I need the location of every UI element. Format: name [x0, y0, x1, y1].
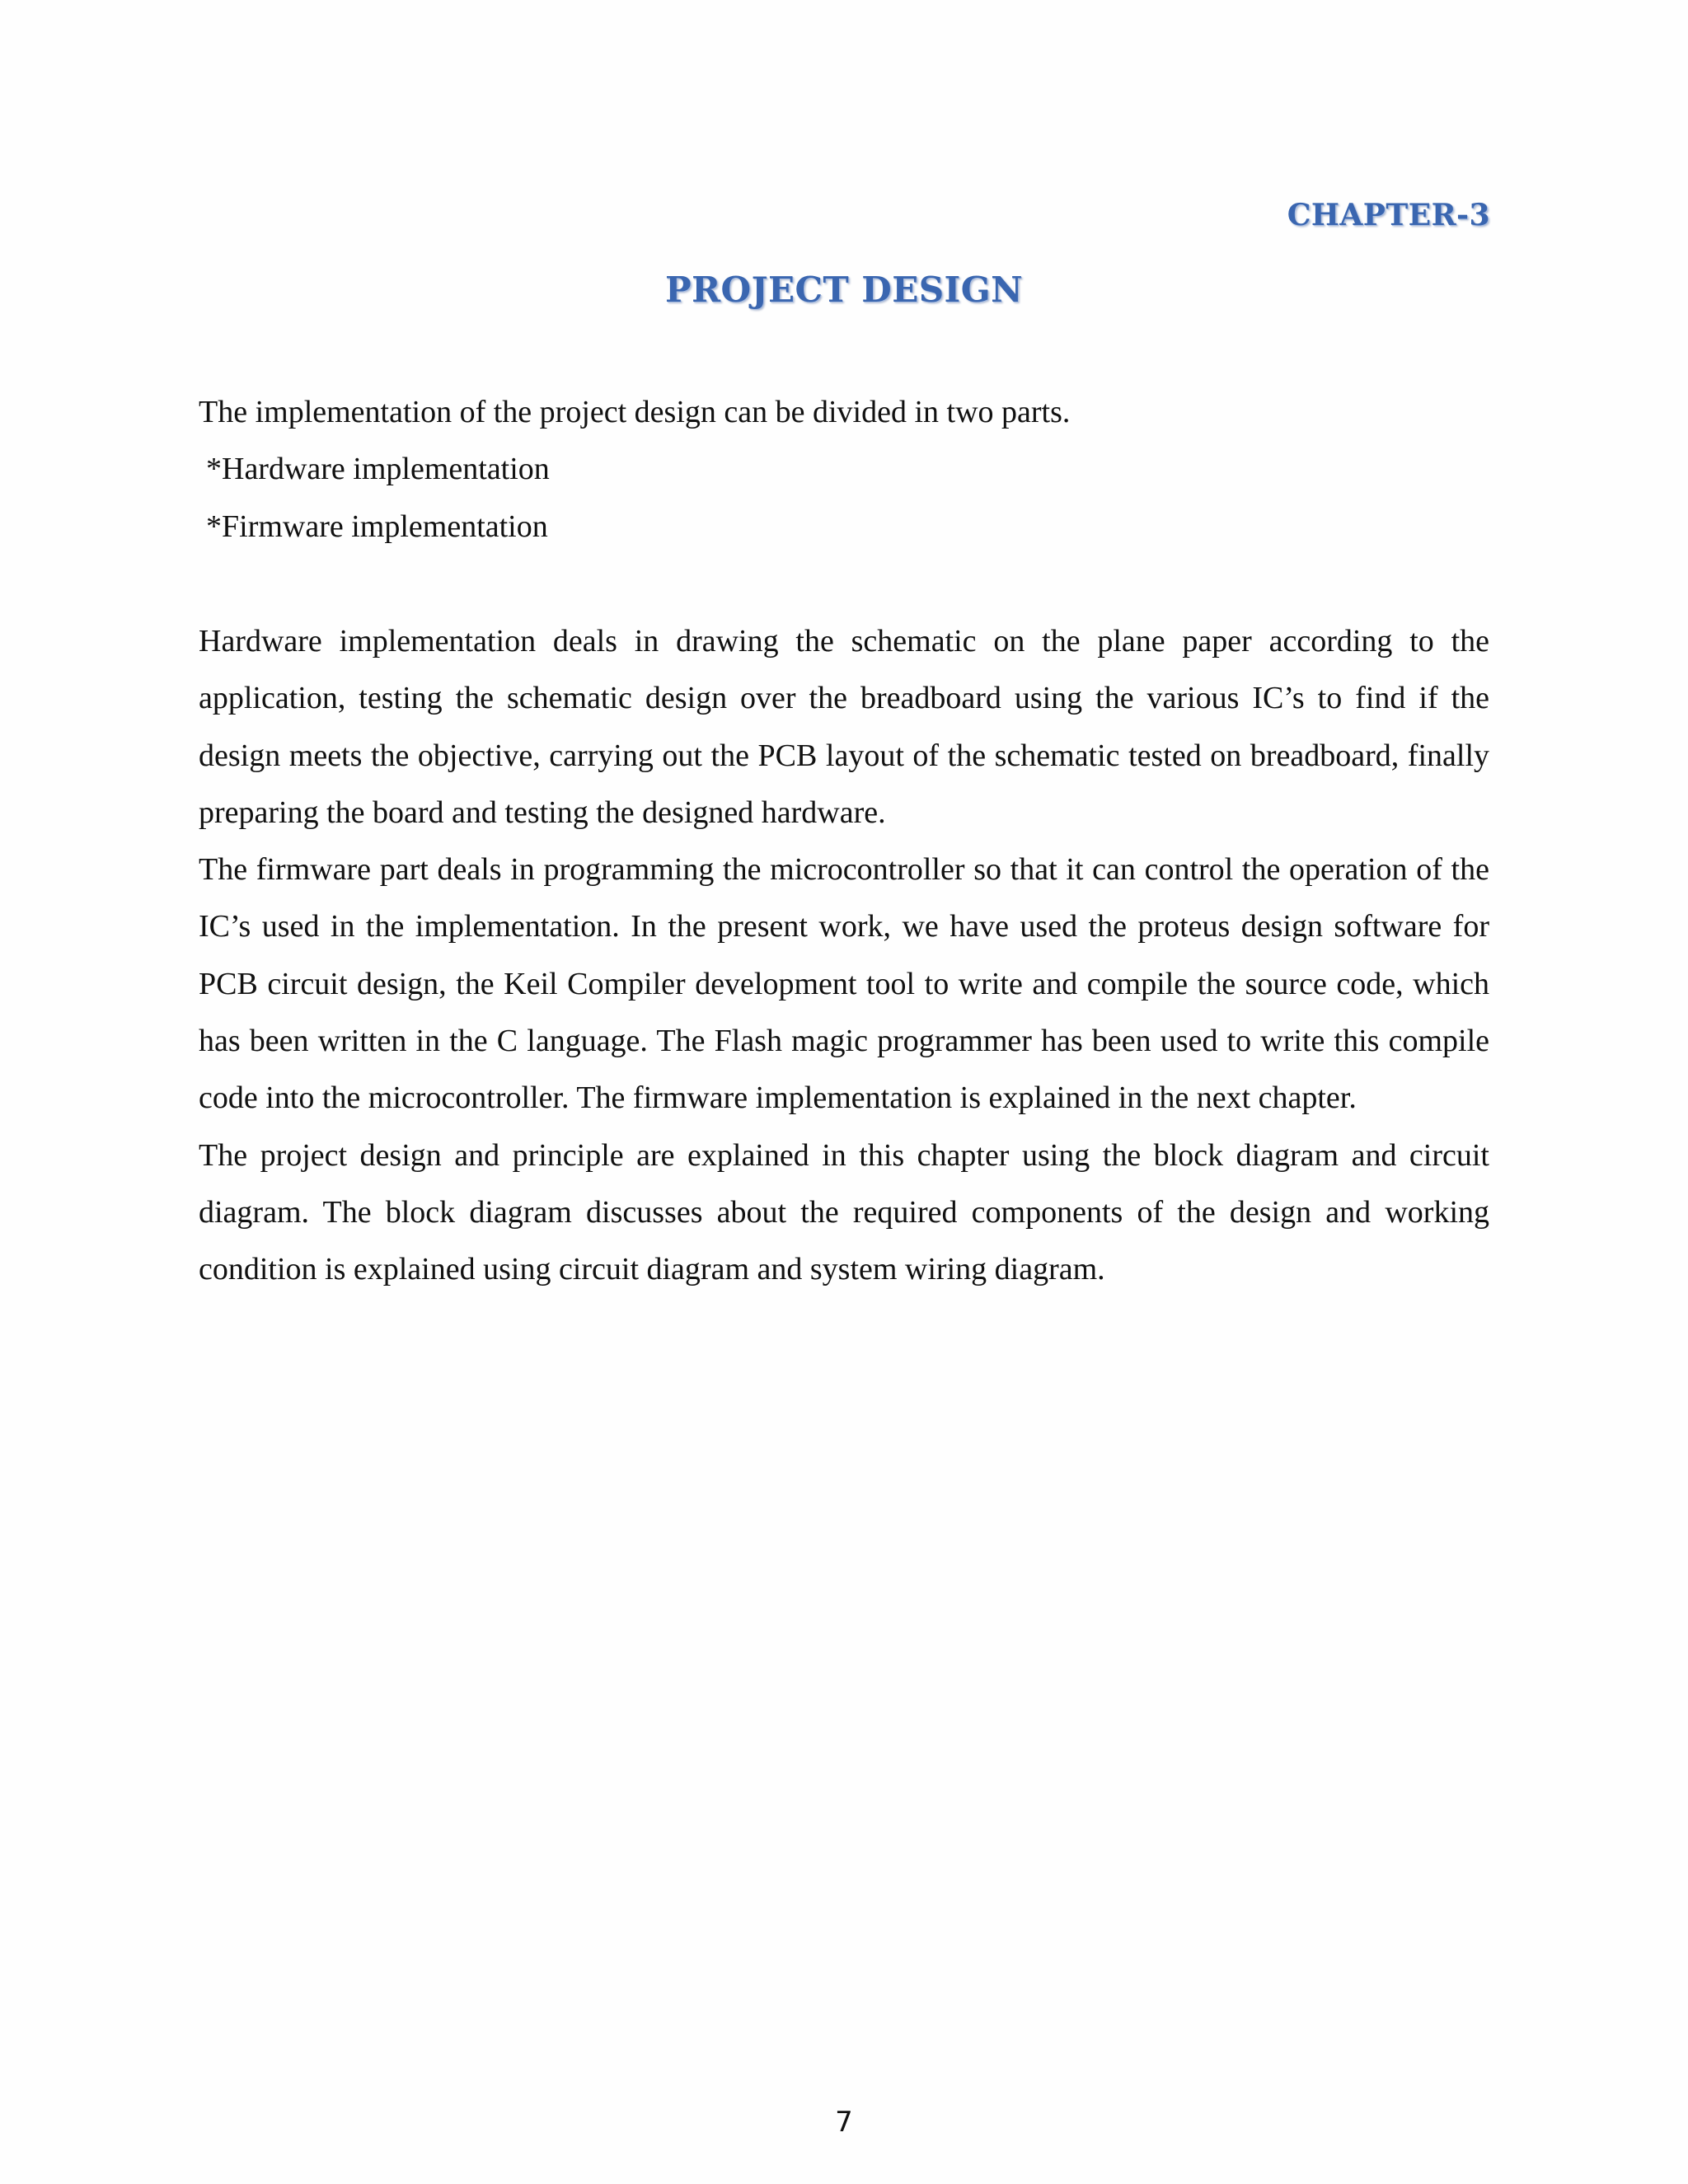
page-title: PROJECT DESIGN: [665, 269, 1023, 310]
list-item-firmware: *Firmware implementation: [206, 509, 548, 544]
paragraph-hardware: Hardware implementation deals in drawing the schematic on the plane paper according to the application, testing the schematic design over the breadboard using the various IC’s to find if the design meets the objective, carrying out the PCB layout of the schematic tested on breadboard, finally preparing the board and testing the designed hardware.: [199, 624, 1489, 830]
list-item-hardware: *Hardware implementation: [206, 452, 550, 487]
body-paragraphs: [199, 613, 1489, 1299]
intro-lead: The implementation of the project design can be divided in two parts.: [199, 395, 1071, 429]
chapter-label: CHAPTER-3: [1287, 198, 1490, 232]
page-number: 7: [835, 2106, 853, 2139]
paragraph-firmware: The firmware part deals in programming the microcontroller so that it can control the operation of the IC’s used in the implementation. In the present work, we have used the proteus design software for PCB circuit design, the Keil Compiler development tool to write and compile the source code, which has been written in the C language. The Flash magic programmer has been used to write this compile code into the microcontroller. The firmware implementation is explained in the next chapter.: [199, 852, 1489, 1116]
paragraph-design-principle: The project design and principle are explained in this chapter using the block diagram and circuit diagram. The block diagram discusses about the required components of the design and working condition is explained using circuit diagram and system wiring diagram.: [199, 1137, 1489, 1287]
intro-block: [199, 384, 1489, 555]
